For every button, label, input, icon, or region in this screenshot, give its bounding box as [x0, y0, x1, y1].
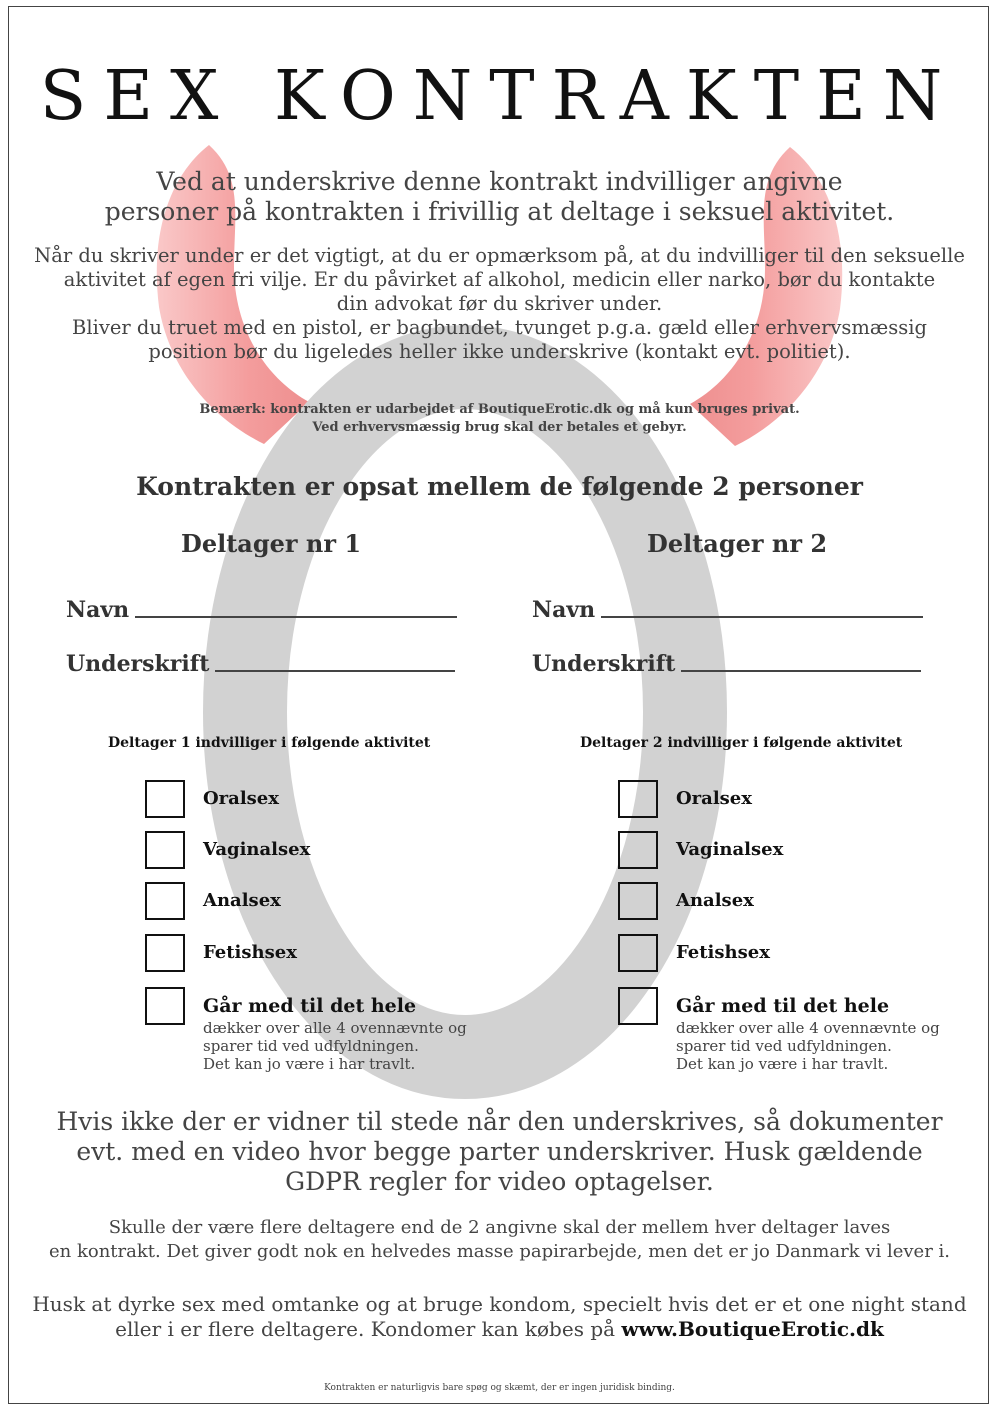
option-label: Vaginalsex: [203, 839, 311, 860]
option-description: Det kan jo være i har travlt.: [203, 1055, 416, 1073]
participant-1-signature-field[interactable]: [66, 651, 455, 677]
p2-vaginalsex-option[interactable]: [618, 831, 783, 869]
option-description: dækker over alle 4 ovennævnte og: [203, 1019, 467, 1037]
option-label: Vaginalsex: [676, 839, 784, 860]
multiple-participants-paragraph: [29, 1216, 970, 1264]
paragraph-line: Husk at dyrke sex med omtanke og at bruge kondom, specielt hvis det er et one night stand: [32, 1292, 967, 1316]
participant-1-activity-heading: Deltager 1 indvilliger i følgende aktivitet: [108, 735, 431, 751]
option-label: Går med til det hele: [676, 995, 890, 1017]
option-label: Analsex: [676, 890, 754, 911]
paragraph-line: en kontrakt. Det giver godt nok en helvedes masse papirarbejde, men det er jo Danmark vi lever i.: [49, 1241, 950, 1262]
shop-link[interactable]: www.BoutiqueErotic.dk: [621, 1317, 884, 1341]
name-line[interactable]: [601, 616, 923, 618]
option-label: Oralsex: [676, 788, 752, 809]
option-label: Oralsex: [203, 788, 279, 809]
signature-line[interactable]: [681, 670, 921, 672]
participant-2-heading: Deltager nr 2: [647, 529, 828, 558]
usage-note: [69, 401, 930, 437]
p2-analsex-option[interactable]: [618, 882, 754, 920]
body-text: [19, 244, 980, 364]
body-line: Når du skriver under er det vigtigt, at du er opmærksom på, at du indvilliger til den seksuelle: [34, 244, 965, 267]
paragraph-line: evt. med en video hvor begge parter underskriver. Husk gældende: [76, 1137, 923, 1166]
participant-2-activity-heading: Deltager 2 indvilliger i følgende aktivitet: [580, 735, 903, 751]
intro-text: [49, 167, 950, 227]
p1-all-option[interactable]: [145, 987, 467, 1073]
intro-line: Ved at underskrive denne kontrakt indvilliger angivne: [156, 167, 843, 196]
participant-2-signature-field[interactable]: [532, 651, 921, 677]
checkbox[interactable]: [618, 987, 658, 1025]
name-line[interactable]: [135, 616, 457, 618]
option-label: Går med til det hele: [203, 995, 417, 1017]
signature-label: Underskrift: [66, 651, 210, 677]
paragraph-line: Hvis ikke der er vidner til stede når den underskrives, så dokumenter: [56, 1107, 943, 1136]
p2-fetishsex-option[interactable]: [618, 934, 770, 972]
checkbox[interactable]: [145, 831, 185, 869]
p1-oralsex-option[interactable]: [145, 780, 279, 818]
body-line: din advokat før du skriver under.: [336, 292, 663, 315]
p2-all-option[interactable]: [618, 987, 940, 1073]
p1-vaginalsex-option[interactable]: [145, 831, 310, 869]
paragraph-text: eller i er flere deltagere. Kondomer kan købes på: [115, 1317, 622, 1341]
document-title: SEX KONTRAKTEN: [39, 57, 960, 136]
p2-oralsex-option[interactable]: [618, 780, 752, 818]
contract-page: [8, 6, 989, 1404]
p1-analsex-option[interactable]: [145, 882, 281, 920]
participant-1-heading: Deltager nr 1: [181, 529, 362, 558]
signature-label: Underskrift: [532, 651, 676, 677]
option-description: sparer tid ved udfyldningen.: [676, 1037, 892, 1055]
option-description: dækker over alle 4 ovennævnte og: [676, 1019, 940, 1037]
option-description: sparer tid ved udfyldningen.: [203, 1037, 419, 1055]
note-line: Ved erhvervsmæssig brug skal der betales et gebyr.: [312, 420, 687, 435]
checkbox[interactable]: [145, 934, 185, 972]
checkbox[interactable]: [145, 780, 185, 818]
checkbox[interactable]: [145, 987, 185, 1025]
body-line: position bør du ligeledes heller ikke underskrive (kontakt evt. politiet).: [148, 340, 851, 363]
paragraph-line: Skulle der være flere deltagere end de 2 angivne skal der mellem hver deltager laves: [108, 1217, 891, 1238]
intro-line: personer på kontrakten i frivillig at deltage i seksuel aktivitet.: [104, 197, 895, 226]
option-label: Fetishsex: [676, 942, 770, 963]
paragraph-line: GDPR regler for video optagelser.: [285, 1167, 714, 1196]
footer-disclaimer: Kontrakten er naturligvis bare spøg og skæmt, der er ingen juridisk binding.: [324, 1383, 675, 1393]
option-description: Det kan jo være i har travlt.: [676, 1055, 889, 1073]
option-label: Analsex: [203, 890, 281, 911]
name-label: Navn: [66, 597, 130, 623]
note-line: Bemærk: kontrakten er udarbejdet af BoutiqueErotic.dk og må kun bruges privat.: [199, 402, 800, 417]
participant-2-name-field[interactable]: [532, 597, 923, 623]
witness-paragraph: [39, 1107, 960, 1197]
signature-line[interactable]: [215, 670, 455, 672]
body-line: Bliver du truet med en pistol, er bagbundet, tvunget p.g.a. gæld eller erhvervsmæssig: [72, 316, 927, 339]
checkbox[interactable]: [618, 934, 658, 972]
participants-subheading: Kontrakten er opsat mellem de følgende 2 personer: [136, 472, 863, 501]
participant-1-name-field[interactable]: [66, 597, 457, 623]
option-label: Fetishsex: [203, 942, 297, 963]
checkbox[interactable]: [618, 831, 658, 869]
paragraph-line: [29, 1317, 970, 1342]
body-line: aktivitet af egen fri vilje. Er du påvirket af alkohol, medicin eller narko, bør du kontakte: [63, 268, 936, 291]
safety-paragraph: [29, 1292, 970, 1342]
name-label: Navn: [532, 597, 596, 623]
checkbox[interactable]: [618, 780, 658, 818]
checkbox[interactable]: [145, 882, 185, 920]
checkbox[interactable]: [618, 882, 658, 920]
p1-fetishsex-option[interactable]: [145, 934, 297, 972]
